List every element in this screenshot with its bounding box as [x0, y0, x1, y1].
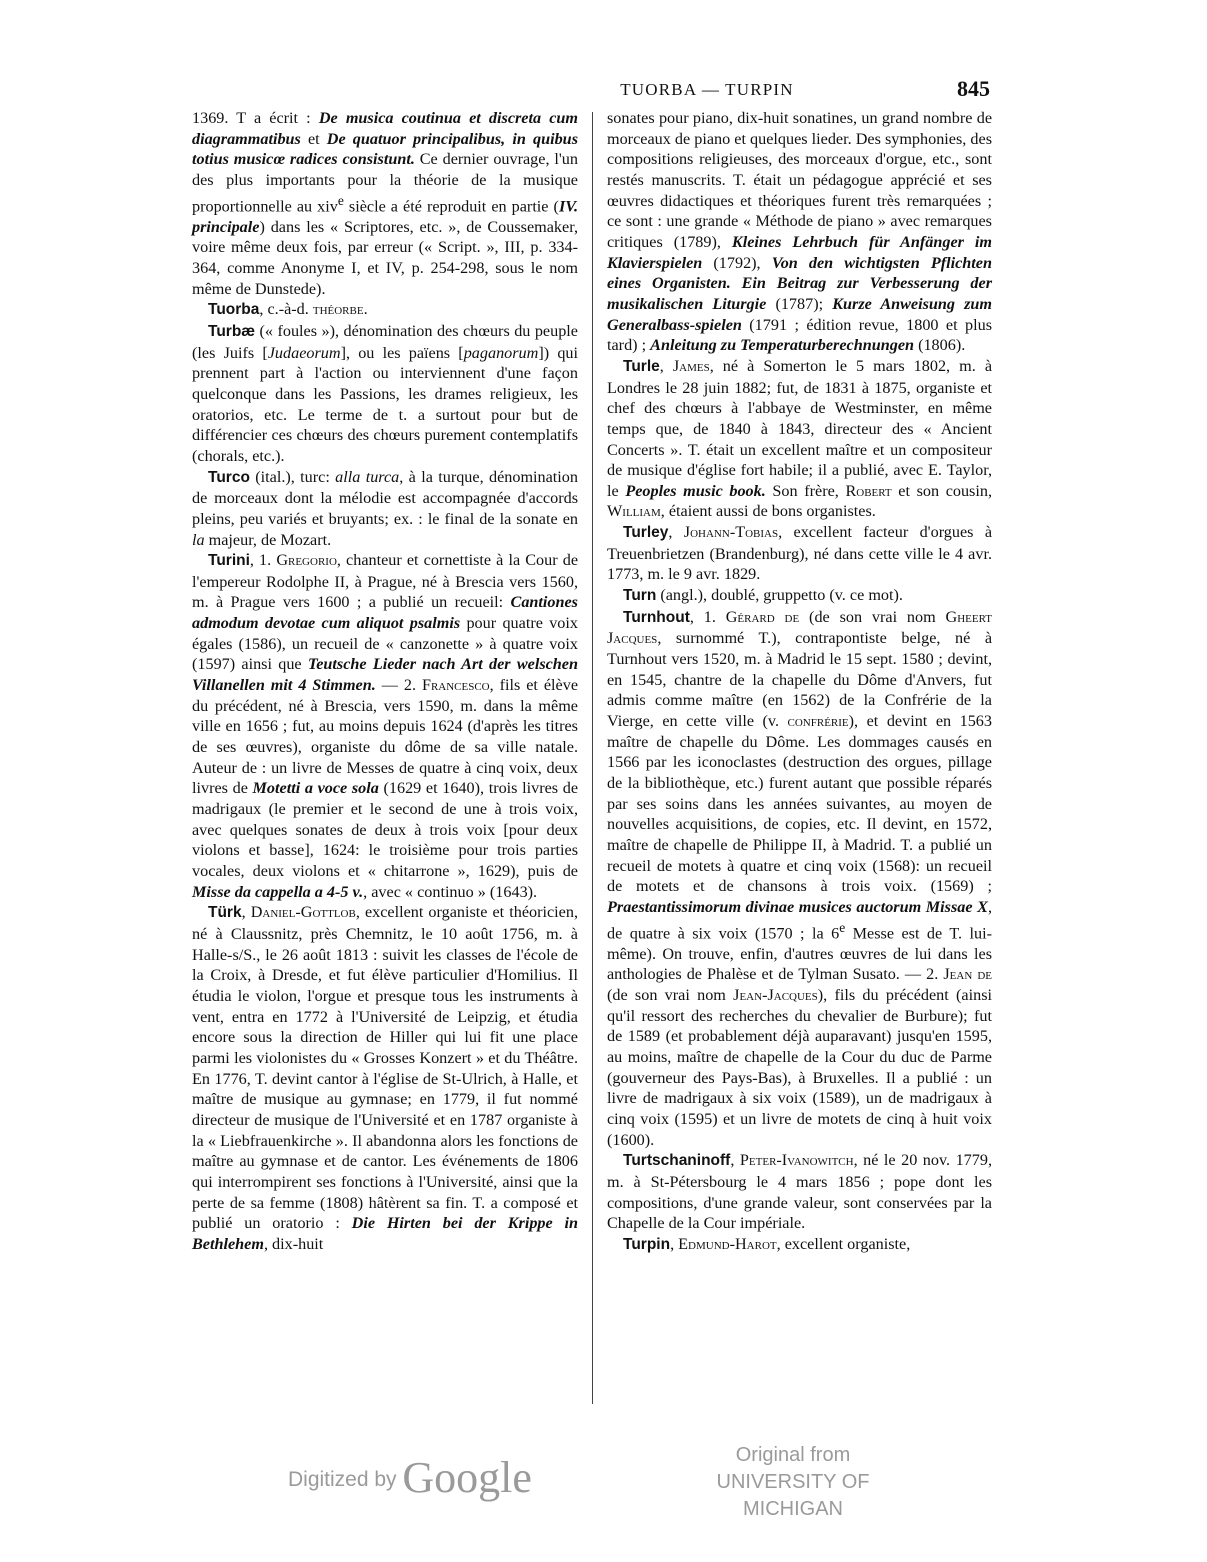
left-column: [192, 108, 578, 1254]
entry-turini: Turini, 1. Gregorio, chanteur et cornettiste à la Cour de l'empereur Rodolphe II, à Prague, né à Brescia vers 1560, m. à Prague vers 1600 ; a publié un recueil: Cantiones admodum devotae cum aliquot psalmis pour quatre voix égales (1586), un recueil de « canzonette » à quatre voix (1597) ainsi que Teutsche Lieder nach Art der welschen Villanellen mit 4 Stimmen. — 2. Francesco, fils et élève du précédent, né à Brescia, vers 1590, m. dans la même ville en 1656 ; fut, au moins depuis 1624 (d'après les titres de ses œuvres), organiste du dôme de sa ville natale. Auteur de : un livre de Messes de quatre à cinq voix, deux livres de Motetti a voce sola (1629 et 1640), trois livres de madrigaux (le premier et le second de une à trois voix, avec quelques sonates de deux à trois voix [pour deux violons et basse], 1624: le troisième pour trois parties vocales, deux violons et « chitarrone », 1629), puis de Misse da cappella a 4-5 v., avec « continuo » (1643).: [192, 551, 579, 901]
headword: Tuorba: [208, 301, 260, 319]
entry-tuorba: Tuorba, c.-à-d. théorbe.: [208, 300, 368, 319]
google-watermark: Digitized by Google: [288, 1453, 532, 1502]
headword: Turle: [623, 357, 660, 375]
right-column: [607, 108, 992, 1255]
page-number: 845: [957, 76, 990, 101]
headword: Turini: [208, 552, 250, 570]
entry-turpin: Turpin, Edmund-Harot, excellent organiste,: [623, 1234, 911, 1253]
headword: Turtschaninoff: [623, 1152, 731, 1170]
headword: Türk: [208, 904, 242, 922]
entry-turley: Turley, Johann-Tobias, excellent facteur d'orgues à Treuenbrietzen (Brandenburg), né dans cette ville le 4 avr. 1773, m. le 9 avr. 1829.: [607, 523, 993, 584]
google-logo: Google: [402, 1453, 532, 1502]
entry-continuation: 1369. T a écrit : De musica coutinua et discreta cum diagrammatibus et De quatuor principalibus, in quibus totius musicœ radices consistunt. Ce dernier ouvrage, l'un des plus importants pour la théorie de la musique proportionnelle au xiv$^e$ siècle a été reproduit en partie (IV. principale) dans les « Scriptores, etc. », de Coussemaker, voire même deux fois, par erreur (« Script. », III, p. 334-364, comme Anonyme I, et IV, p. 254-298, sous le nom même de Dunstede).: [192, 109, 578, 298]
headword: Turpin: [623, 1235, 671, 1253]
headword: Turco: [208, 468, 250, 486]
headword: Turbæ: [208, 322, 256, 340]
headword: Turnhout: [623, 608, 690, 626]
source-credit: Original from UNIVERSITY OF MICHIGAN: [716, 1444, 870, 1520]
column-divider: [592, 112, 593, 1404]
digitization-footer: [0, 1436, 1207, 1520]
entry-turn: Turn (angl.), doublé, gruppetto (v. ce mot).: [623, 586, 903, 605]
entry-turk: Türk, Daniel-Gottlob, excellent organiste et théoricien, né à Claussnitz, près Chemnitz, le 10 août 1756, m. à Halle-s/S., le 26 août 1813 : suivit les classes de l'école de la Croix, à Dresde, et fut élève particulier d'Homilius. Il étudia le violon, l'orgue et presque tous les instruments à vent, entra en 1772 à l'Université de Leipzig, et étudia encore sous la direction de Hiller qui lui fit une place parmi les violonistes du « Grosses Konzert » et du Théâtre. En 1776, T. devint cantor à l'église de St-Ulrich, à Halle, et maître de musique au gymnase; en 1779, il fut nommé directeur de musique de l'Université et en 1787 organiste à la « Liebfrauenkirche ». Il abandonna alors les fonctions de maître au gymnase et de cantor. Les événements de 1806 qui interrompirent ses fonctions à l'Université, ainsi que la perte de sa femme (1808) hâtèrent sa fin. T. a composé et publié un oratorio : Die Hirten bei der Krippe in Bethlehem, dix-huit: [192, 903, 579, 1253]
entry-turnhout: Turnhout, 1. Gérard de (de son vrai nom Gheert Jacques, surnommé T.), contrapontiste belge, né à Turnhout vers 1520, m. à Madrid le 15 sept. 1580 ; devint, en 1545, chantre de la chapelle du Dôme d'Anvers, fut admis comme maître (en 1562) de la Confrérie de la Vierge, en cette ville (v. confrérie), et devint en 1563 maître de chapelle du Dôme. Les dommages causés en 1566 par les iconoclastes (destruction des orgues, pillage de la bibliothèque, etc.) furent autant que possible réparés par ses soins dans les années suivantes, au moyen de nouvelles acquisitions, de copies, etc. Il devint, en 1572, maître de chapelle de Philippe II, à Madrid. T. a publié un recueil de motets à quatre et cinq voix (1568): un recueil de motets et de chansons à trois voix. (1569) ; Praestantissimorum divinae musices auctorum Missae X, de quatre à six voix (1570 ; la 6e Messe est de T. lui-même). On trouve, enfin, d'autres œuvres de lui dans les anthologies de Phalèse et de Tylman Susato. — 2. Jean de (de son vrai nom Jean-Jacques), fils du précédent (ainsi qu'il ressort des recherches du chevalier de Burbure); fut de 1589 (et probablement déjà auparavant) jusqu'en 1595, au moins, maître de chapelle de la Cour du duc de Parme (gouverneur des Pays-Bas), à Bruxelles. Il a publié : un livre de madrigaux à six voix (1589), un de madrigaux à cinq voix (1595) et un livre de motets de cinq à huit voix (1600).: [607, 607, 992, 1149]
running-header: [192, 72, 992, 102]
entry-turco: Turco (ital.), turc: alla turca, à la turque, dénomination de morceaux dont la mélodie est accompagnée d'accords pleins, peu variés et bruyants; ex. : le final de la sonate en la majeur, de Mozart.: [192, 467, 578, 549]
running-title: TUORBA — TURPIN: [620, 80, 794, 99]
entry-turtschaninoff: Turtschaninoff, Peter-Ivanowitch, né le 20 nov. 1779, m. à St-Pétersbourg le 4 mars 1856 ; pope dont les compositions, d'une grande valeur, sont conservées par la Chapelle de la Cour impériale.: [607, 1151, 992, 1233]
headword: Turley: [623, 524, 669, 542]
entry-turk-continued: sonates pour piano, dix-huit sonatines, un grand nombre de morceaux de piano et quelques lieder. Des symphonies, des compositions religieuses, des morceaux d'orgue, etc., sont restés manuscrits. T. était un pédagogue apprécié et ses œuvres didactiques et théoriques furent très remarquées ; ce sont : une grande « Méthode de piano » avec remarques critiques (1789), Kleines Lehrbuch für Anfänger im Klavierspielen (1792), Von den wichtigsten Pflichten eines Organisten. Ein Beitrag zur Verbesserung der musikalischen Liturgie (1787); Kurze Anweisung zum Generalbass-spielen (1791 ; édition revue, 1800 et plus tard) ; Anleitung zu Temperaturberechnungen (1806).: [607, 109, 992, 355]
entry-turle: Turle, James, né à Somerton le 5 mars 1802, m. à Londres le 28 juin 1882; fut, de 1831 à 1875, organiste et chef des chœurs à l'abbaye de Westminster, en même temps que, de 1840 à 1843, directeur des « Ancient Concerts ». T. était un excellent maître et un compositeur de musique d'église fort habile; il a publié, avec E. Taylor, le Peoples music book. Son frère, Robert et son cousin, William, étaient aussi de bons organistes.: [607, 356, 993, 521]
entry-turbae: Turbæ (« foules »), dénomination des chœurs du peuple (les Juifs [Judaeorum], ou les païens [paganorum]) qui prennent part à l'action ou interviennent d'une façon quelconque dans les Passions, les drames religieux, les oratorios, etc. Le terme de t. a surtout pour but de différencier ces chœurs des chœurs purement contemplatifs (chorals, etc.).: [192, 321, 579, 465]
headword: Turn: [623, 587, 657, 605]
